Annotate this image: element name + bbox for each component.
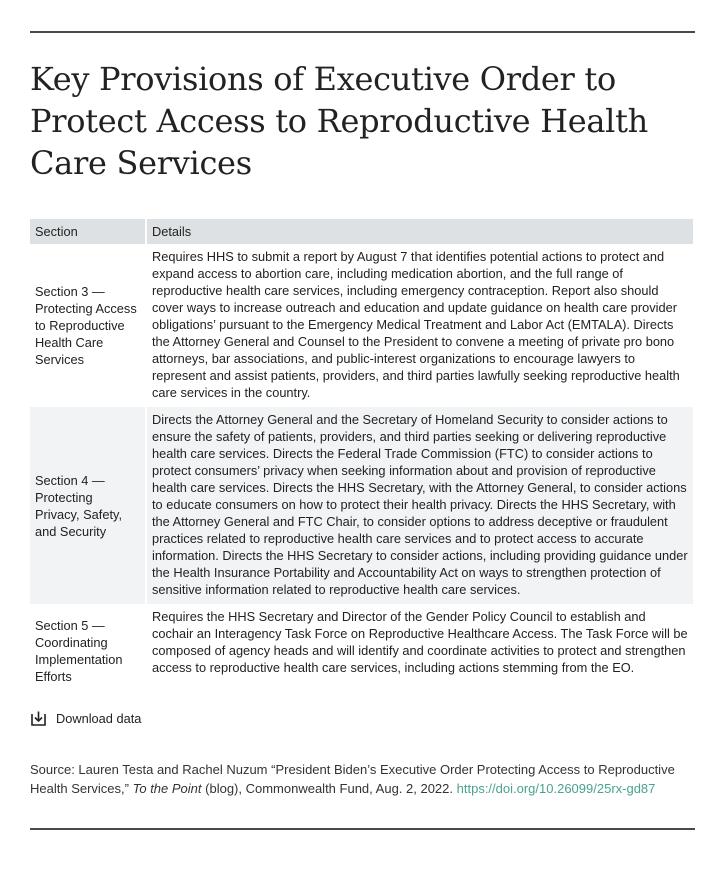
top-rule <box>30 31 695 33</box>
section-cell: Section 3 — Protecting Access to Reproductive Health Care Services <box>30 244 147 407</box>
table-header-row <box>30 219 693 244</box>
source-suffix: (blog), Commonwealth Fund, Aug. 2, 2022. <box>205 781 454 796</box>
details-cell: Directs the Attorney General and the Secretary of Homeland Security to consider actions to ensure the safety of patients, providers, and third parties seeking or delivering reproductive health care services. Directs the Federal Trade Commission (FTC) to consider actions to protect consumers’ privacy when seeking information about and provision of reproductive health care services. Directs the HHS Secretary, with the Attorney General, to consider actions to educate consumers on how to protect their health privacy. Directs the HHS Secretary, with the Attorney General and FTC Chair, to consider options to address deceptive or fraudulent practices related to reproductive health care services and to protect access to accurate information. Directs the HHS Secretary to consider actions, including providing guidance under the Health Insurance Portability and Accountability Act on ways to strengthen protection of sensitive information related to reproductive health care services. <box>147 407 693 604</box>
source-publication: To the Point <box>132 781 202 796</box>
column-header-section: Section <box>30 219 147 244</box>
doi-link[interactable]: https://doi.org/10.26099/25rx-gd87 <box>456 781 656 796</box>
details-cell: Requires the HHS Secretary and Director of the Gender Policy Council to establish and cochair an Interagency Task Force on Reproductive Healthcare Access. The Task Force will be composed of agency heads and will identify and coordinate activities to protect and strengthen access to reproductive health care services, including actions stemming from the EO. <box>152 609 688 675</box>
download-data-button[interactable] <box>30 710 141 727</box>
page-title: Key Provisions of Executive Order to Protect Access to Reproductive Health Care Services <box>30 60 648 182</box>
column-header-details: Details <box>147 219 693 244</box>
source-prefix: Source: Lauren Testa and Rachel Nuzum “President Biden’s Executive Order Protecting Access to Reproductive Health Services,” <box>30 762 675 796</box>
section-cell: Section 4 — Protecting Privacy, Safety, and Security <box>30 407 147 604</box>
download-data-label: Download data <box>56 711 142 726</box>
table-row <box>30 244 693 407</box>
bottom-rule <box>30 828 695 830</box>
source-citation <box>30 760 700 798</box>
download-icon <box>30 710 47 727</box>
table-row <box>30 407 693 604</box>
table-row <box>30 604 693 697</box>
details-cell: Requires HHS to submit a report by August 7 that identifies potential actions to protect and expand access to abortion care, including medication abortion, and the full range of reproductive health care services, including emergency contraception. Report also should cover ways to increase outreach and education and update guidance on health care provider obligations’ pursuant to the Emergency Medical Treatment and Labor Act (EMTALA). Directs the Attorney General and Counsel to the President to convene a meeting of private pro bono attorneys, bar associations, and public-interest organizations to encourage lawyers to represent and assist patients, providers, and third parties lawfully seeking reproductive health care services in the country. <box>152 249 680 400</box>
provisions-table <box>30 219 693 697</box>
section-cell: Section 5 — Coordinating Implementation Efforts <box>30 604 147 697</box>
